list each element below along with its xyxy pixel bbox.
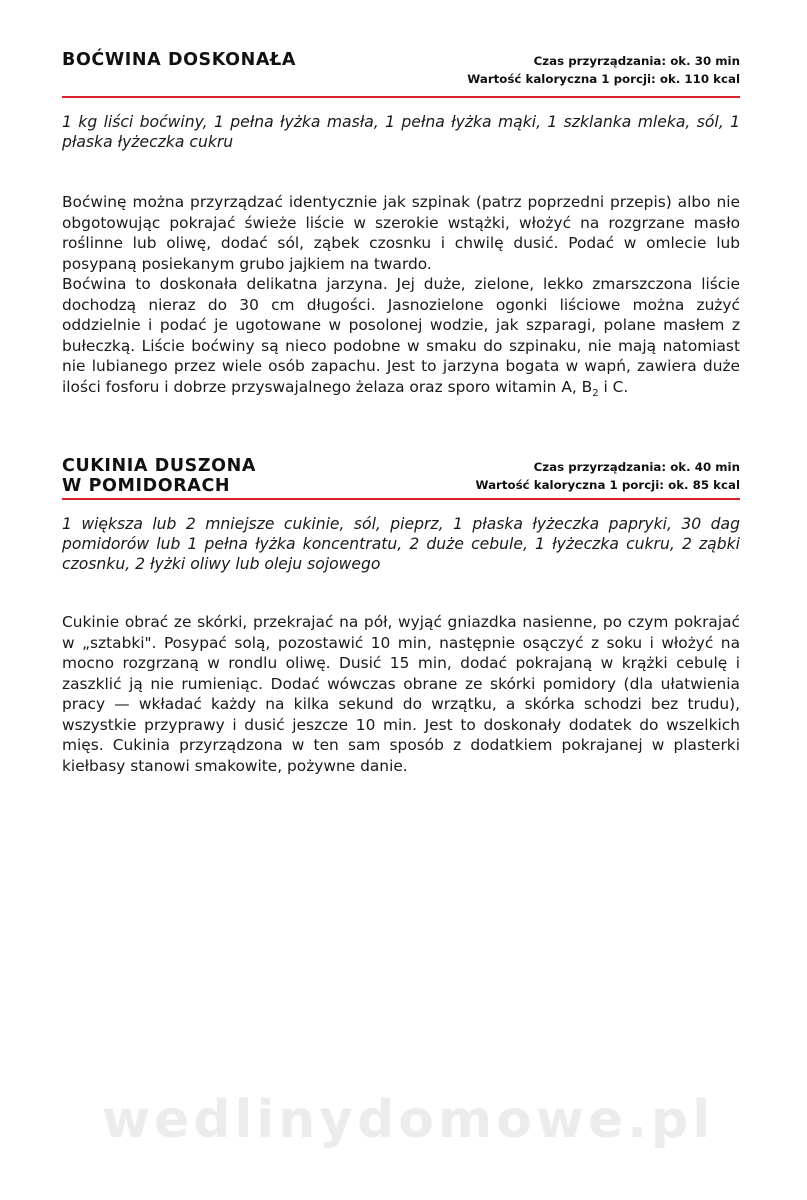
instructions: [62, 192, 740, 404]
calories: Wartość kaloryczna 1 porcji: ok. 85 kcal: [475, 478, 740, 492]
recipe-header: [62, 456, 740, 498]
description-text-end: i C.: [598, 377, 629, 396]
instructions: [62, 612, 740, 776]
instructions-paragraph: Cukinie obrać ze skórki, przekrajać na pół, wyjąć gniazdka nasienne, po czym pokrajać w „sztabki". Posypać solą, pozostawić 10 min, następnie osączyć z soku i włożyć na mocno rozgrzaną w rondlu oliwę. Dusić 15 min, dodać pokrajaną w krążki cebulę i zaszklić ją nie rumieniąc. Dodać wówczas obrane ze skórki pomidory (dla ułatwienia pracy — wkładać każdy na kilka sekund do wrzątku, a skórka schodzi bez trudu), wszystkie przyprawy i dusić jeszcze 10 min. Jest to doskonały dodatek do wszelkich mięs. Cukinia przyrządzona w ten sam sposób z dodatkiem pokrajanej w plasterki kiełbasy stanowi smakowite, pożywne danie.: [62, 613, 740, 775]
recipe-cukinia: [62, 456, 740, 776]
instructions-paragraph: Boćwinę można przyrządzać identycznie jak szpinak (patrz poprzedni przepis) albo nie obgotowując pokrajać świeże liście w szerokie wstążki, włożyć na rozgrzane masło roślinne lub oliwę, dodać sól, ząbek czosnku i chwilę dusić. Podać w omlecie lub posypaną posiekanym grubo jajkiem na twardo.: [62, 193, 740, 273]
description-text: Boćwina to doskonała delikatna jarzyna. Jej duże, zielone, lekko zmarszczona liście dochodzą nieraz do 30 cm długości. Jasnozielone ogonki liściowe można zużyć oddzielnie i podać je ugotowane w posolonej wodzie, jak szparagi, polane masłem z bułeczką. Liście boćwiny są nieco podobne w smaku do szpinaku, nie mają natomiast nie lubianego przez wiele osób zapachu. Jest to jarzyna bogata w wapń, zawiera duże ilości fosforu i dobrze przyswajalnego żelaza oraz sporo witamin A, B: [62, 275, 740, 396]
ingredients: 1 większa lub 2 mniejsze cukinie, sól, pieprz, 1 płaska łyżeczka papryki, 30 dag pomidorów lub 1 pełna łyżka koncentratu, 2 duże cebule, 1 łyżeczka cukru, 2 ząbki czosnku, 2 łyżki oliwy lub oleju sojowego: [62, 515, 740, 573]
calories: Wartość kaloryczna 1 porcji: ok. 110 kcal: [467, 72, 740, 86]
prep-time: Czas przyrządzania: ok. 30 min: [533, 54, 740, 68]
recipe-bocwina: [62, 50, 740, 404]
recipe-title-line: W POMIDORACH: [62, 476, 231, 496]
recipe-meta: [467, 52, 740, 88]
recipe-title: [62, 456, 256, 496]
red-divider: [62, 96, 740, 98]
prep-time: Czas przyrządzania: ok. 40 min: [533, 460, 740, 474]
watermark: wedlinydomowe.pl: [101, 1090, 715, 1150]
vitamin-subscript: 2: [592, 387, 599, 399]
recipe-title-line: CUKINIA DUSZONA: [62, 456, 257, 476]
recipe-header: [62, 50, 740, 96]
ingredients: 1 kg liści boćwiny, 1 pełna łyżka masła, 1 pełna łyżka mąki, 1 szklanka mleka, sól, 1 płaska łyżeczka cukru: [62, 113, 740, 151]
red-divider: [62, 498, 740, 500]
recipe-title: BOĆWINA DOSKONAŁA: [62, 50, 296, 70]
description-paragraph: [62, 274, 740, 404]
recipe-meta: [475, 458, 740, 494]
